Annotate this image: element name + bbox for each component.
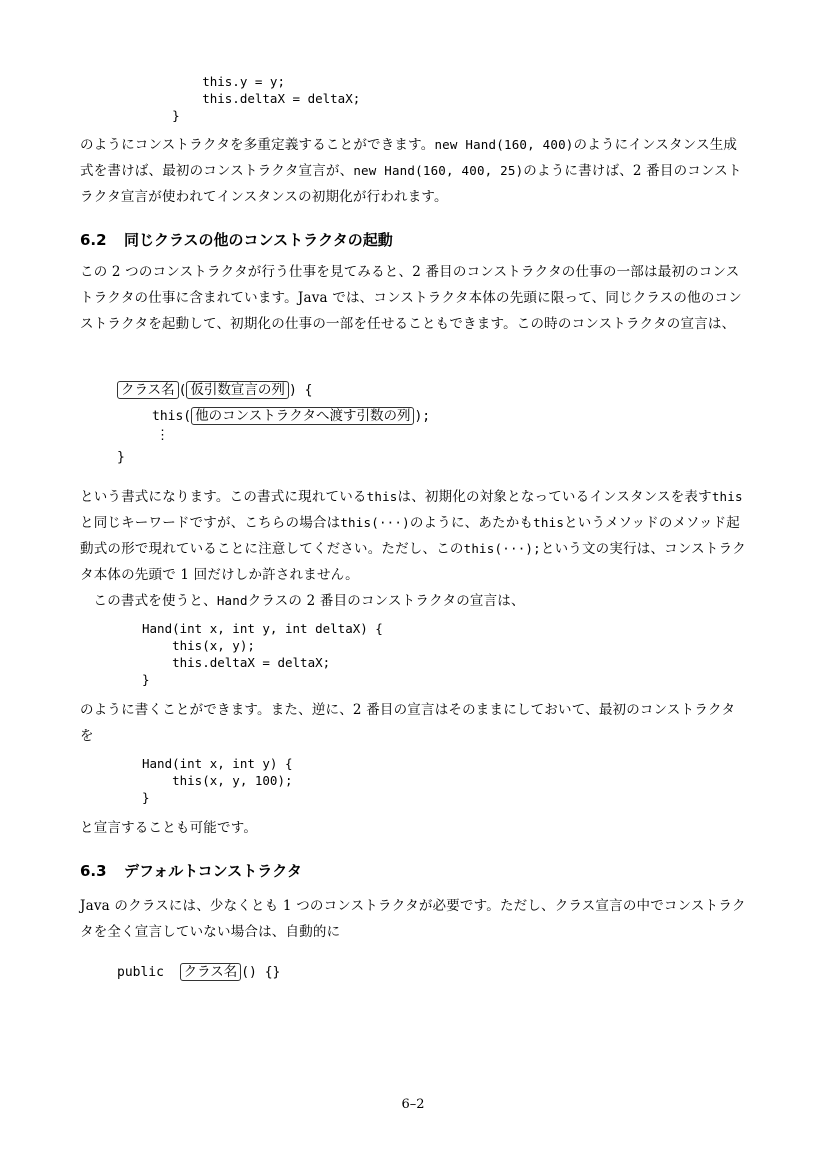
paragraph-this-explanation: という書式になります。この書式に現れているthisは、初期化の対象となっているインスタンスを表すthisと同じキーワードですが、こちらの場合はthis(···)のように、あたかもthisというメソッドのメソッド起動式の形で現れていることに注意してください。ただし、このthis(···);という文の実行は、コンストラクタ本体の先頭で 1 回だけしか許されません。 この書式を使うと、Handクラスの 2 番目のコンストラクタの宣言は、 [80, 489, 746, 609]
code-block-top: this.y = y; this.deltaX = deltaX; } [172, 74, 361, 123]
syntax-line-2: this( 他のコンストラクタへ渡す引数の列 ); [152, 408, 431, 424]
paragraph-overloading: のようにコンストラクタを多重定義することができます。new Hand(160, 400)のようにインスタンス生成式を書けば、最初のコンストラクタ宣言が、new Hand(160, 400, 25)のように書けば、2 番目のコンストラクタ宣言が使われてインスタンスの初期化が行われます。 [80, 137, 742, 205]
paragraph-default-constructor: Java のクラスには、少なくとも 1 つのコンストラクタが必要です。ただし、クラス宣言の中でコンストラクタを全く宣言していない場合は、自動的に [80, 898, 746, 940]
args-placeholder: 他のコンストラクタへ渡す引数の列 [191, 407, 414, 425]
paragraph-possible: と宣言することも可能です。 [80, 820, 258, 836]
syntax-vdots: ⋮ [156, 428, 169, 443]
paragraph-constructor-invocation: この 2 つのコンストラクタが行う仕事を見てみると、2 番目のコンストラクタの仕事の一部は最初のコンストラクタの仕事に含まれています。Java では、コンストラクタ本体の先頭に限って、同じクラスの他のコンストラクタを起動して、初期化の仕事の一部を任せることもできます。この時のコンストラクタの宣言は、 [80, 264, 742, 332]
params-placeholder: 仮引数宣言の列 [186, 381, 289, 399]
section-heading-6-3: 6.3 デフォルトコンストラクタ [80, 862, 302, 880]
page-number: 6–2 [401, 1097, 425, 1112]
class-name-placeholder: クラス名 [117, 381, 179, 399]
code-block-hand-3args: Hand(int x, int y, int deltaX) { this(x, y); this.deltaX = deltaX; } [142, 621, 383, 687]
paragraph-reverse: のように書くことができます。また、逆に、2 番目の宣言はそのままにしておいて、最初のコンストラクタを [80, 702, 736, 744]
class-name-placeholder: クラス名 [180, 963, 242, 981]
section-heading-6-2: 6.2 同じクラスの他のコンストラクタの起動 [80, 231, 393, 249]
syntax-close-brace: } [117, 450, 125, 465]
code-block-hand-2args: Hand(int x, int y) { this(x, y, 100); } [142, 756, 293, 805]
default-constructor-syntax: public クラス名 () {} [117, 964, 281, 980]
syntax-line-1: クラス名 ( 仮引数宣言の列 ) { [117, 378, 312, 398]
